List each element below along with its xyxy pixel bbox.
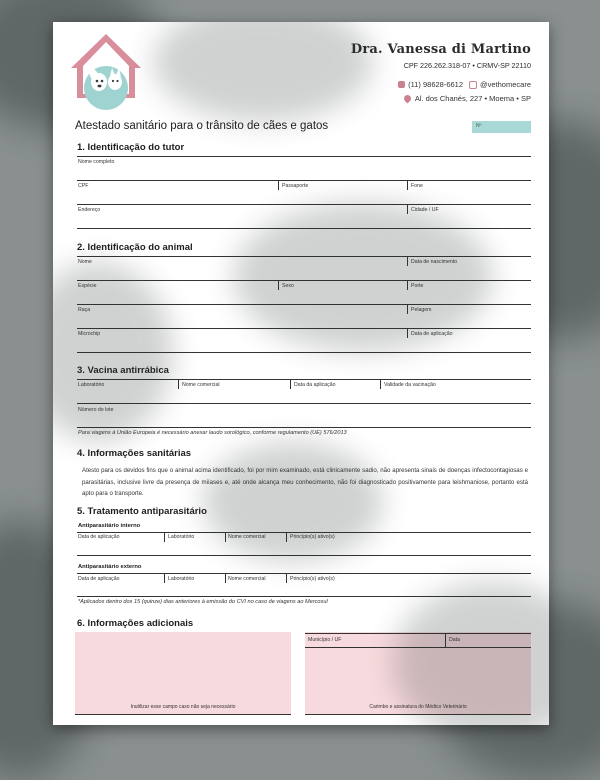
form-line [77, 555, 531, 556]
instagram-handle: @vethomecare [480, 80, 531, 89]
leaf-shadow [153, 22, 373, 122]
species-label: Espécie [78, 283, 97, 289]
field-divider [407, 256, 408, 266]
doctor-registration: CPF 226.262.318-07 • CRMV-SP 22110 [403, 61, 531, 70]
field-divider [407, 180, 408, 190]
vaccine-laboratory-label: Laboratório [78, 382, 105, 388]
section-heading: 5. Tratamento antiparasitário [77, 506, 207, 517]
breed-label: Raça [78, 307, 91, 313]
form-line [77, 180, 531, 181]
form-line [77, 304, 531, 305]
contact-info [398, 80, 531, 108]
leaf-shadow [203, 442, 383, 562]
internal-antiparasitic-title: Antiparasitário interno [78, 523, 141, 529]
section-heading: 3. Vacina antirrábica [77, 365, 169, 376]
signature-area[interactable] [305, 632, 531, 714]
city-state-label: Cidade / UF [411, 207, 439, 213]
section-heading: 2. Identificação do animal [77, 242, 193, 253]
full-name-label: Nome completo [78, 159, 115, 165]
field-divider [407, 328, 408, 338]
form-line [77, 379, 531, 380]
form-line [77, 204, 531, 205]
external-date-label: Data de aplicação [78, 576, 120, 582]
form-line [77, 328, 531, 329]
number-label: Nº [476, 123, 482, 129]
form-line [77, 256, 531, 257]
signature-caption: Carimbo e assinatura do Médico Veterinário [369, 704, 467, 710]
field-divider [278, 280, 279, 290]
coat-label: Pelagem [411, 307, 432, 313]
city-label: Município / UF [308, 637, 342, 643]
health-statement: Atesto para os devidos fins que o animal acima identificado, foi por mim examinado, está clinicamente sadio, não apresenta sinais de doenças infectocontagiosas e parasitárias, inclusive livre da presença de miíases e, até onde alcança meu conhecimento, não foi diagnosticado positivamente para leishmaniose, portanto está apto para o transporte. [82, 467, 528, 497]
vet-home-logo [69, 32, 143, 112]
form-line [305, 633, 531, 634]
doctor-header [351, 42, 531, 70]
field-divider [407, 204, 408, 214]
certificate-paper [53, 22, 549, 725]
serology-note: Para viagens à União Europeia é necessário anexar laudo sorológico, conforme regulamento (UE) 576/2013 [78, 430, 347, 436]
field-divider [225, 573, 226, 583]
vaccine-validity-label: Validade da vacinação [384, 382, 436, 388]
form-line [77, 352, 531, 353]
form-line [77, 228, 531, 229]
size-label: Porte [411, 283, 424, 289]
microchip-label: Microchip [78, 331, 101, 337]
internal-active-label: Princípio(s) ativo(s) [290, 534, 335, 540]
field-divider [445, 633, 446, 647]
phone-number: (11) 98628-6612 [408, 80, 464, 89]
form-line [77, 156, 531, 157]
field-divider [225, 532, 226, 542]
document-title: Atestado sanitário para o trânsito de cães e gatos [75, 120, 329, 132]
field-divider [407, 304, 408, 314]
internal-date-label: Data de aplicação [78, 534, 120, 540]
external-trade-name-label: Nome comercial [228, 576, 266, 582]
birth-date-label: Data de nascimento [411, 259, 458, 265]
field-divider [290, 379, 291, 389]
form-line [75, 714, 291, 715]
location-pin-icon [402, 94, 412, 104]
doctor-name: Dra. Vanessa di Martino [350, 42, 531, 57]
address-label: Endereço [78, 207, 101, 213]
section-heading: 6. Informações adicionais [77, 618, 194, 629]
form-line [305, 647, 531, 648]
mercosul-note: *Aplicados dentro dos 15 (quinze) dias anteriores à emissão do CVI no caso de viagens ao Mercosul [78, 599, 328, 605]
field-divider [278, 180, 279, 190]
address: Al. dos Chanés, 227 • Moema • SP [414, 94, 531, 103]
form-line [77, 403, 531, 404]
form-line [77, 596, 531, 597]
internal-trade-name-label: Nome comercial [228, 534, 266, 540]
passport-label: Passaporte [282, 183, 309, 189]
external-antiparasitic-title: Antiparasitário externo [78, 564, 142, 570]
form-line [77, 573, 531, 574]
section-heading: 4. Informações sanitárias [77, 448, 192, 459]
vaccine-date-label: Data da aplicação [294, 382, 336, 388]
phone-label: Fone [411, 183, 423, 189]
field-divider [380, 379, 381, 389]
instagram-icon [469, 81, 477, 89]
form-line [305, 714, 531, 715]
animal-name-label: Nome [78, 259, 92, 265]
form-line [77, 280, 531, 281]
external-laboratory-label: Laboratório [168, 576, 195, 582]
vaccine-trade-name-label: Nome comercial [182, 382, 220, 388]
lot-number-label: Número do lote [78, 407, 114, 413]
section-heading: 1. Identificação do tutor [77, 142, 185, 153]
internal-laboratory-label: Laboratório [168, 534, 195, 540]
unused-field-caption: Inutilizar esse campo caso não seja necessário [130, 704, 236, 710]
certificate-number-field[interactable] [472, 121, 531, 133]
field-divider [164, 532, 165, 542]
leaf-shadow [233, 202, 493, 352]
external-active-label: Princípio(s) ativo(s) [290, 576, 335, 582]
field-divider [164, 573, 165, 583]
contact-row [398, 80, 531, 89]
form-line [77, 427, 531, 428]
field-divider [286, 573, 287, 583]
field-divider [407, 280, 408, 290]
cpf-label: CPF [78, 183, 89, 189]
microchip-date-label: Data de aplicação [411, 331, 453, 337]
form-line [77, 532, 531, 533]
sex-label: Sexo [282, 283, 294, 289]
additional-info-area[interactable] [75, 632, 291, 714]
field-divider [178, 379, 179, 389]
field-divider [286, 532, 287, 542]
phone-icon [398, 81, 405, 88]
contact-row [398, 94, 531, 103]
date-label: Data [449, 637, 460, 643]
